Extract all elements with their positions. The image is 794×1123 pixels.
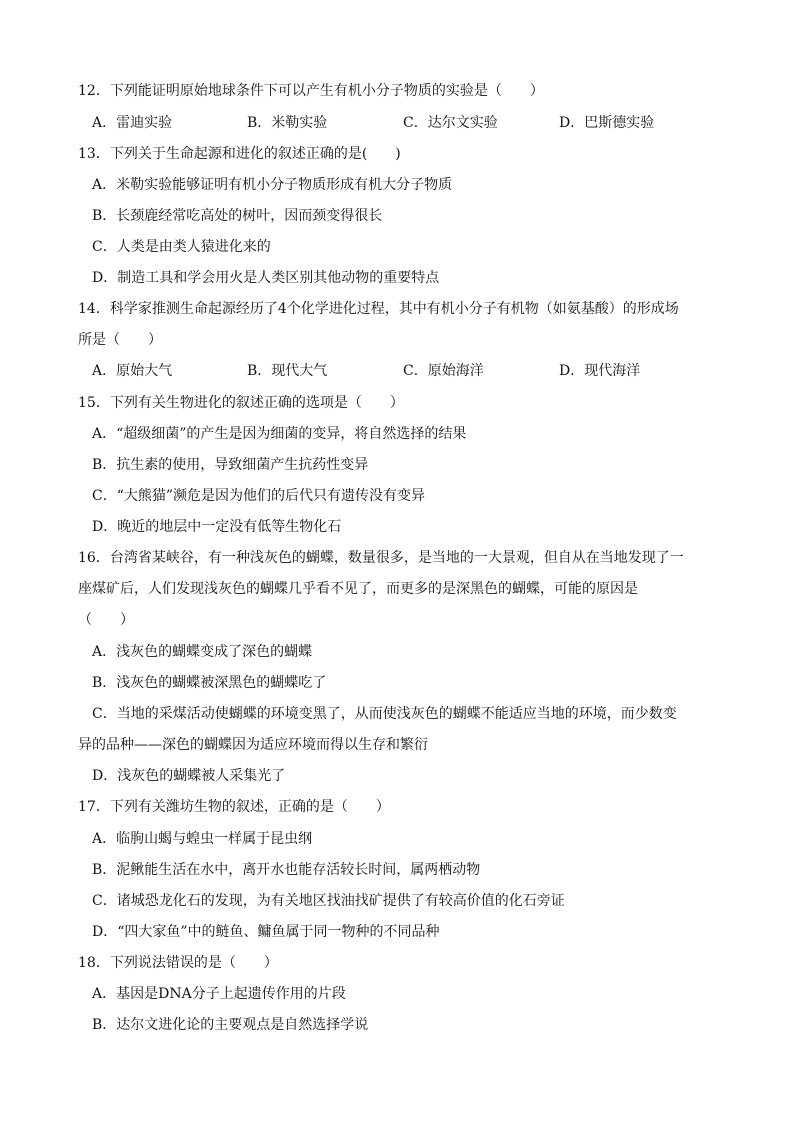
question-14-option-d: D．现代海洋 [559,363,641,379]
question-17-stem: 17．下列有关潍坊生物的叙述，正确的是（ ） [78,799,390,815]
question-14-option-b: B．现代大气 [247,363,328,379]
question-15-stem: 15．下列有关生物进化的叙述正确的选项是（ ） [78,395,404,411]
question-15-option-d: D．晚近的地层中一定没有低等生物化石 [92,519,342,535]
question-17-option-b: B．泥鳅能生活在水中，离开水也能存活较长时间，属两栖动物 [92,862,481,878]
question-13-option-b: B．长颈鹿经常吃高处的树叶，因而颈变得很长 [92,208,383,224]
question-16-stem-line2: 座煤矿后，人们发现浅灰色的蝴蝶几乎看不见了，而更多的是深黑色的蝴蝶，可能的原因是 [78,581,638,597]
question-18-option-b: B．达尔文进化论的主要观点是自然选择学说 [92,1017,369,1033]
question-14-option-c: C．原始海洋 [403,363,484,379]
question-12-option-c: C．达尔文实验 [403,115,498,131]
question-16-stem-line1: 16．台湾省某峡谷，有一种浅灰色的蝴蝶，数量很多，是当地的一大景观，但自从在当地发现了一 [78,550,684,566]
question-13-option-d: D．制造工具和学会用火是人类区别其他动物的重要特点 [92,270,440,286]
question-12-option-b: B．米勒实验 [247,115,328,131]
question-12-option-a: A．雷迪实验 [92,115,173,131]
question-18-stem: 18．下列说法错误的是（ ） [78,955,278,971]
question-16-option-c-cont: 异的品种——深色的蝴蝶因为适应环境而得以生存和繁衍 [78,737,428,753]
question-14-options [92,361,732,381]
question-18-option-a: A．基因是DNA分子上起遗传作用的片段 [92,986,346,1002]
question-16-stem-line3: （ ） [78,612,134,628]
question-12-options [92,113,732,133]
question-13-option-a: A．米勒实验能够证明有机小分子物质形成有机大分子物质 [92,177,453,193]
question-13-option-c: C．人类是由类人猿进化来的 [92,239,271,255]
question-16-option-a: A．浅灰色的蝴蝶变成了深色的蝴蝶 [92,644,313,660]
question-12-stem: 12．下列能证明原始地球条件下可以产生有机小分子物质的实验是（ ） [78,83,544,99]
question-17-option-d: D．“四大家鱼”中的鲢鱼、鳙鱼属于同一物种的不同品种 [92,924,440,940]
question-13-stem: 13．下列关于生命起源和进化的叙述正确的是( ) [78,146,401,162]
question-16-option-d: D．浅灰色的蝴蝶被人采集光了 [92,768,286,784]
question-16-option-b: B．浅灰色的蝴蝶被深黑色的蝴蝶吃了 [92,675,327,691]
question-14-stem-line1: 14．科学家推测生命起源经历了4个化学进化过程，其中有机小分子有机物（如氨基酸）的形成场 [78,301,679,317]
question-17-option-a: A．临朐山蝎与蝗虫一样属于昆虫纲 [92,831,313,847]
question-15-option-a: A．“超级细菌”的产生是因为细菌的变异，将自然选择的结果 [92,426,467,442]
question-12-option-d: D．巴斯德实验 [559,115,655,131]
question-15-option-b: B．抗生素的使用，导致细菌产生抗药性变异 [92,457,369,473]
question-14-stem-line2: 所是（ ） [78,332,162,348]
question-15-option-c: C．“大熊猫”濒危是因为他们的后代只有遗传没有变异 [92,488,426,504]
question-17-option-c: C．诸城恐龙化石的发现，为有关地区找油找矿提供了有较高价值的化石旁证 [92,893,565,909]
question-14-option-a: A．原始大气 [92,363,173,379]
question-16-option-c: C．当地的采煤活动使蝴蝶的环境变黑了，从而使浅灰色的蝴蝶不能适应当地的环境，而少数变 [92,706,677,722]
